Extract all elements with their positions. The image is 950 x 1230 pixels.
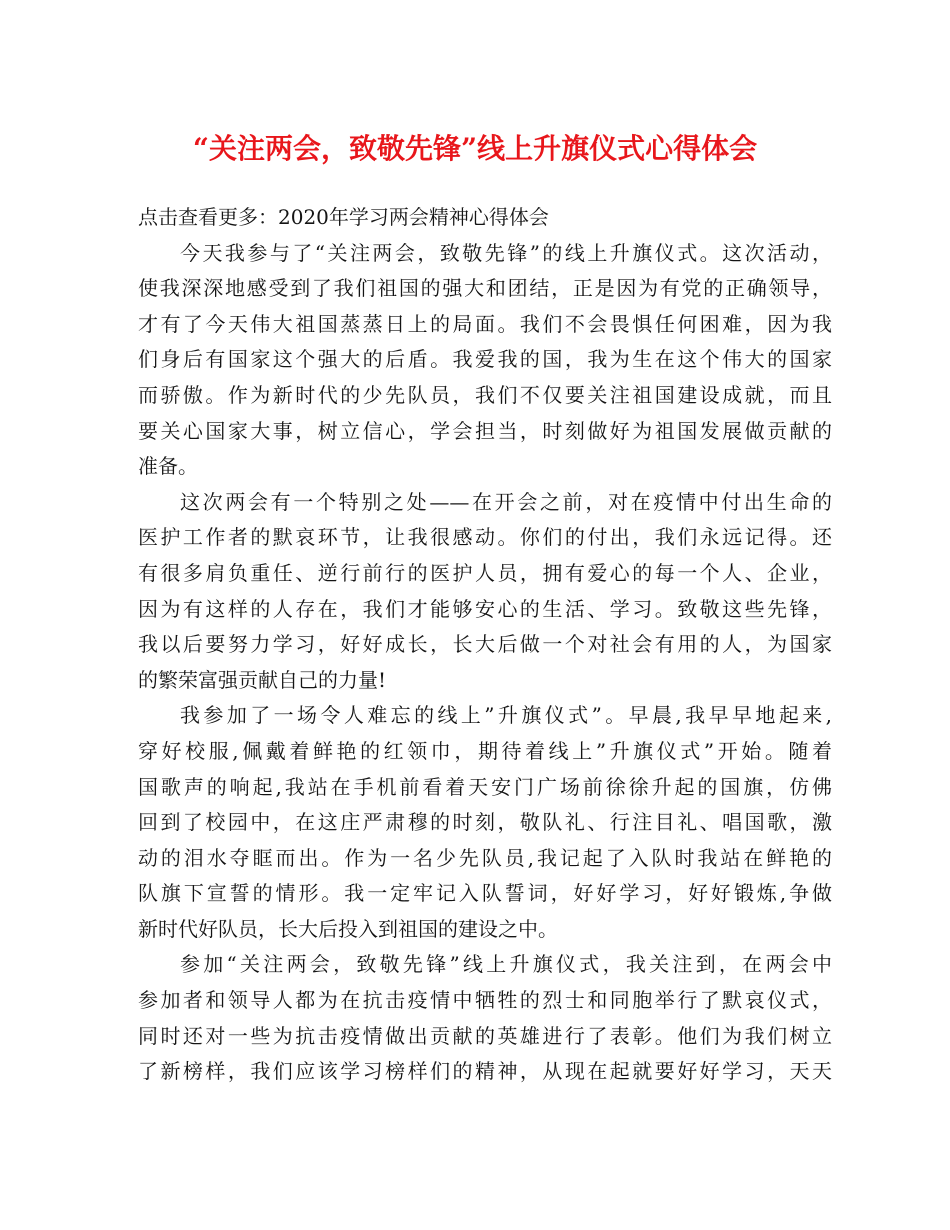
paragraph-line: 因为有这样的人存在，我们才能够安心的生活、学习。致敬这些先锋， xyxy=(138,596,832,621)
paragraph-line: 使我深深地感受到了我们祖国的强大和团结，正是因为有党的正确领导， xyxy=(138,276,832,301)
paragraph-3 xyxy=(138,698,832,947)
paragraph-line: 参加者和领导人都为在抗击疫情中牺牲的烈士和同胞举行了默哀仪式， xyxy=(138,988,832,1013)
more-link[interactable]: 点击查看更多：2020年学习两会精神心得体会 xyxy=(138,205,549,229)
paragraph-line: 医护工作者的默哀环节，让我很感动。你们的付出，我们永远记得。还 xyxy=(138,525,832,550)
paragraph-line: 今天我参与了“关注两会，致敬先锋”的线上升旗仪式。这次活动， xyxy=(180,240,832,265)
paragraph-4 xyxy=(138,947,832,1089)
paragraph-2 xyxy=(138,485,832,699)
paragraph-line: 有很多肩负重任、逆行前行的医护人员，拥有爱心的每一个人、企业， xyxy=(138,560,832,585)
paragraph-line: 才有了今天伟大祖国蒸蒸日上的局面。我们不会畏惧任何困难，因为我 xyxy=(138,311,832,336)
paragraph-line: 穿好校服,佩戴着鲜艳的红领巾，期待着线上”升旗仪式”开始。随着 xyxy=(138,738,832,763)
paragraph-line: 我参加了一场令人难忘的线上”升旗仪式”。早晨,我早早地起来, xyxy=(180,703,832,728)
paragraph-line: 的繁荣富强贡献自己的力量! xyxy=(138,667,387,692)
paragraph-line: 要关心国家大事，树立信心，学会担当，时刻做好为祖国发展做贡献的 xyxy=(138,418,832,443)
paragraph-line: 动的泪水夺眶而出。作为一名少先队员,我记起了入队时我站在鲜艳的 xyxy=(138,845,832,870)
paragraph-line: 回到了校园中，在这庄严肃穆的时刻，敬队礼、行注目礼、唱国歌，激 xyxy=(138,810,832,835)
paragraph-line: 这次两会有一个特别之处——在开会之前，对在疫情中付出生命的 xyxy=(180,489,832,514)
paragraph-line: 队旗下宣誓的情形。我一定牢记入队誓词，好好学习，好好锻炼,争做 xyxy=(138,881,832,906)
paragraph-line: 国歌声的响起,我站在手机前看着天安门广场前徐徐升起的国旗，仿佛 xyxy=(138,774,832,799)
document-body xyxy=(138,200,832,1090)
paragraph-line: 同时还对一些为抗击疫情做出贡献的英雄进行了表彰。他们为我们树立 xyxy=(138,1023,832,1048)
paragraph-1 xyxy=(138,236,832,485)
paragraph-line: 了新榜样，我们应该学习榜样们的精神，从现在起就要好好学习，天天 xyxy=(138,1059,832,1084)
paragraph-line: 我以后要努力学习，好好成长，长大后做一个对社会有用的人，为国家 xyxy=(138,632,832,657)
paragraph-line: 准备。 xyxy=(138,454,198,479)
paragraph-line: 新时代好队员，长大后投入到祖国的建设之中。 xyxy=(138,916,558,941)
paragraph-line: 参加“关注两会，致敬先锋”线上升旗仪式，我关注到，在两会中 xyxy=(180,952,832,977)
paragraph-line: 们身后有国家这个强大的后盾。我爱我的国，我为生在这个伟大的国家 xyxy=(138,347,832,372)
paragraph-line: 而骄傲。作为新时代的少先队员，我们不仅要关注祖国建设成就，而且 xyxy=(138,382,832,407)
document-title: “关注两会，致敬先锋”线上升旗仪式心得体会 xyxy=(192,132,758,165)
